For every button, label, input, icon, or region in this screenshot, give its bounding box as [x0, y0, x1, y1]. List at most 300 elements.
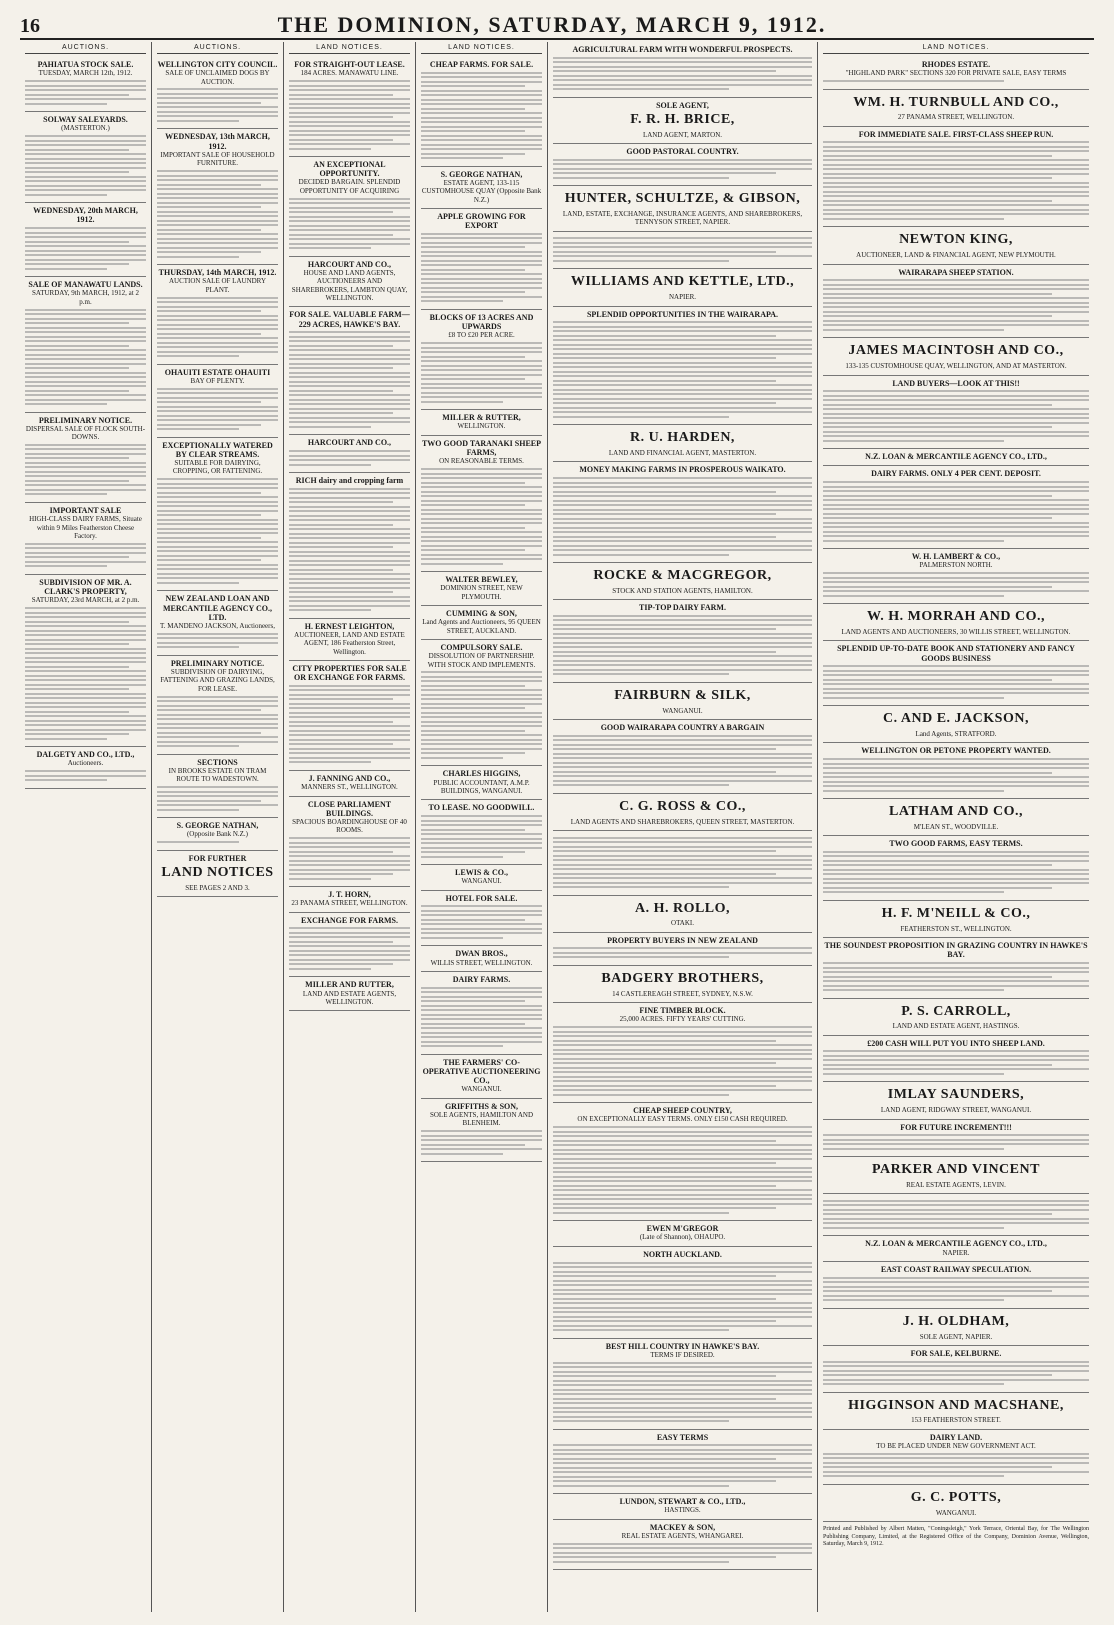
advertisement	[421, 972, 542, 1055]
ad-heading: FOR FUTURE INCREMENT!!!	[900, 1122, 1012, 1132]
text-line	[289, 927, 410, 929]
text-line	[289, 130, 410, 132]
ad-heading: WEDNESDAY, 20th MARCH, 1912.	[33, 206, 138, 225]
text-line	[25, 268, 107, 270]
ad-body-text	[421, 468, 542, 565]
text-line	[553, 1194, 812, 1196]
ad-advertiser-name: C. G. ROSS & CO.,	[619, 798, 746, 814]
text-line	[823, 1218, 1089, 1220]
ad-subheading: BAY OF PLENTY.	[190, 376, 245, 385]
text-line	[25, 621, 129, 623]
ad-body-text	[25, 135, 146, 196]
text-line	[289, 198, 410, 200]
advertisement	[25, 575, 146, 747]
text-line	[421, 987, 542, 989]
ad-subheading: SUBDIVISION OF DAIRYING, FATTENING AND GRAZING LANDS, FOR LEASE.	[160, 667, 275, 693]
ad-body-text	[157, 841, 278, 843]
ad-subheading: LAND, ESTATE, EXCHANGE, INSURANCE AGENTS, AND SHAREBROKERS, TENNYSON STREET, NAPIER.	[562, 210, 803, 227]
text-line	[421, 540, 542, 542]
ad-heading: WALTER BEWLEY,	[445, 575, 518, 585]
text-line	[553, 1044, 812, 1046]
text-line	[421, 545, 542, 547]
text-line	[553, 1543, 812, 1545]
text-line	[25, 313, 146, 315]
text-line	[553, 513, 776, 515]
text-line	[553, 784, 729, 786]
text-line	[823, 481, 1089, 483]
text-line	[157, 419, 278, 421]
text-line	[553, 1384, 812, 1386]
text-line	[553, 1311, 812, 1313]
column-5	[548, 42, 818, 1612]
ad-heading: SOLWAY SALEYARDS.	[43, 115, 128, 125]
text-line	[289, 238, 410, 240]
page-number: 16	[20, 15, 40, 37]
text-line	[421, 851, 525, 853]
text-line	[25, 648, 146, 650]
text-line	[823, 284, 1089, 286]
text-line	[823, 985, 1089, 987]
text-line	[421, 905, 542, 907]
text-line	[25, 372, 146, 374]
text-line	[157, 242, 278, 244]
text-line	[421, 694, 542, 696]
ad-heading: WAIRARAPA SHEEP STATION.	[898, 267, 1014, 277]
text-line	[157, 555, 278, 557]
text-line	[289, 394, 410, 396]
text-line	[553, 1380, 812, 1382]
ad-subheading: SALE OF UNCLAIMED DOGS BY AUCTION.	[165, 69, 270, 86]
text-line	[25, 403, 107, 405]
text-line	[157, 424, 261, 426]
text-line	[553, 850, 776, 852]
advertisement	[553, 1339, 812, 1430]
advertisement	[157, 591, 278, 655]
advertisement	[553, 1494, 812, 1520]
text-line	[823, 155, 1052, 157]
ad-subheading: 27 PANAMA STREET, WELLINGTON.	[897, 113, 1015, 122]
text-line	[823, 781, 1089, 783]
advertisement	[421, 606, 542, 640]
text-line	[553, 1089, 812, 1091]
text-line	[157, 193, 278, 195]
text-line	[157, 188, 278, 190]
text-line	[289, 112, 410, 114]
text-line	[823, 141, 1089, 143]
text-line	[823, 887, 1052, 889]
text-line	[553, 1325, 812, 1327]
advertisement	[823, 1430, 1089, 1485]
advertisement	[421, 410, 542, 436]
advertisement	[289, 473, 410, 619]
text-line	[25, 394, 146, 396]
text-line	[823, 279, 1089, 281]
text-line	[553, 1552, 812, 1554]
text-line	[25, 89, 146, 91]
ad-advertiser-name: R. U. HARDEN,	[630, 430, 735, 446]
text-line	[289, 524, 393, 526]
text-line	[421, 504, 525, 506]
text-line	[157, 310, 261, 312]
text-line	[157, 301, 278, 303]
text-line	[25, 349, 146, 351]
text-line	[823, 1143, 1089, 1145]
ad-subheading: Land Agents, STRATFORD.	[915, 730, 997, 739]
text-line	[157, 220, 278, 222]
text-line	[289, 573, 410, 575]
text-line	[823, 186, 1089, 188]
text-line	[25, 80, 146, 82]
text-line	[553, 1411, 812, 1413]
text-line	[421, 509, 542, 511]
text-line	[553, 330, 812, 332]
advertisement	[157, 438, 278, 592]
text-line	[25, 153, 146, 155]
text-line	[553, 1094, 729, 1096]
text-line	[823, 572, 1089, 574]
column-heading: AUCTIONS.	[157, 42, 278, 54]
text-line	[553, 1085, 776, 1087]
text-line	[157, 478, 278, 480]
ad-body-text	[25, 227, 146, 270]
text-line	[421, 233, 542, 235]
text-line	[823, 1222, 1089, 1224]
ad-footer: SEE PAGES 2 AND 3.	[185, 883, 250, 892]
text-line	[157, 809, 239, 811]
text-line	[25, 607, 146, 609]
text-line	[157, 115, 278, 117]
ad-subheading: (MASTERTON.)	[61, 124, 110, 133]
ad-heading: TWO GOOD FARMS, EASY TERMS.	[889, 839, 1023, 849]
text-line	[25, 666, 129, 668]
text-line	[421, 260, 542, 262]
text-line	[25, 684, 146, 686]
ad-subheading: NAPIER.	[668, 293, 697, 302]
text-line	[421, 255, 542, 257]
text-line	[823, 213, 1089, 215]
text-line	[421, 549, 525, 551]
advertisement	[823, 1309, 1089, 1346]
text-line	[289, 569, 393, 571]
advertisement	[823, 1157, 1089, 1194]
text-line	[553, 1198, 812, 1200]
ad-body-text	[421, 987, 542, 1048]
text-line	[823, 971, 1089, 973]
text-line	[289, 533, 410, 535]
text-line	[289, 464, 371, 466]
text-line	[553, 762, 812, 764]
text-line	[553, 344, 812, 346]
text-line	[157, 401, 261, 403]
text-line	[553, 491, 776, 493]
text-line	[421, 401, 503, 403]
text-line	[157, 351, 278, 353]
ad-body-text	[421, 905, 542, 939]
text-line	[823, 763, 1089, 765]
text-line	[553, 775, 812, 777]
text-line	[157, 505, 278, 507]
text-line	[421, 139, 542, 141]
text-line	[157, 256, 239, 258]
ad-body-text	[823, 851, 1089, 894]
text-line	[25, 770, 146, 772]
text-line	[421, 356, 525, 358]
advertisement	[823, 466, 1089, 549]
text-line	[553, 1203, 812, 1205]
advertisement	[823, 799, 1089, 836]
ad-subheading: 14 CASTLEREAGH STREET, SYDNEY, N.S.W.	[612, 989, 753, 998]
text-line	[25, 729, 146, 731]
text-line	[421, 153, 525, 155]
text-line	[157, 646, 239, 648]
text-line	[289, 752, 410, 754]
text-line	[553, 540, 812, 542]
text-line	[25, 171, 129, 173]
text-line	[553, 1293, 812, 1295]
text-line	[289, 757, 410, 759]
text-line	[25, 263, 129, 265]
ad-advertiser-name: HIGGINSON AND MACSHANE,	[848, 1397, 1064, 1413]
text-line	[553, 1040, 776, 1042]
ad-body-text	[289, 198, 410, 250]
advertisement	[553, 831, 812, 896]
ad-subheading: SUITABLE FOR DAIRYING, CROPPING, OR FATTENING.	[172, 459, 263, 476]
ad-advertiser-name: PARKER AND VINCENT	[872, 1162, 1040, 1178]
ad-subheading: OTAKI.	[671, 919, 694, 928]
text-line	[553, 651, 776, 653]
text-line	[823, 390, 1089, 392]
text-line	[157, 388, 278, 390]
ad-body-text	[823, 80, 1089, 82]
text-line	[289, 506, 410, 508]
text-line	[553, 500, 812, 502]
text-line	[553, 389, 812, 391]
advertisement	[823, 901, 1089, 938]
ad-subheading: SATURDAY, 9th MARCH, 1912, at 2 p.m.	[32, 289, 139, 306]
text-line	[553, 1126, 812, 1128]
text-line	[421, 721, 542, 723]
text-line	[289, 555, 410, 557]
advertisement	[421, 57, 542, 167]
advertisement	[553, 1247, 812, 1339]
text-line	[289, 336, 410, 338]
text-line	[553, 1316, 812, 1318]
text-line	[553, 748, 776, 750]
ad-subheading: DECIDED BARGAIN. SPLENDID OPPORTUNITY OF ACQUIRING	[298, 178, 401, 195]
text-line	[421, 847, 542, 849]
text-line	[421, 1045, 503, 1047]
text-line	[823, 683, 1089, 685]
ad-body-text	[823, 1200, 1089, 1229]
ad-subheading: LAND AND FINANCIAL AGENT, MASTERTON.	[608, 449, 757, 457]
text-line	[553, 495, 812, 497]
text-line	[157, 559, 261, 561]
text-line	[289, 80, 410, 82]
text-line	[823, 164, 1089, 166]
text-line	[25, 453, 146, 455]
text-line	[553, 554, 729, 556]
text-line	[553, 1131, 812, 1133]
text-line	[157, 179, 278, 181]
advertisement	[823, 604, 1089, 641]
text-line	[157, 523, 278, 525]
text-line	[421, 829, 525, 831]
advertisement	[553, 1430, 812, 1495]
text-line	[157, 841, 239, 843]
text-line	[421, 72, 542, 74]
text-line	[553, 371, 812, 373]
text-line	[823, 1370, 1089, 1372]
text-line	[553, 504, 812, 506]
text-line	[157, 546, 278, 548]
text-line	[289, 551, 410, 553]
text-line	[25, 643, 129, 645]
text-line	[157, 745, 239, 747]
text-line	[823, 80, 1004, 82]
text-line	[553, 1307, 812, 1309]
text-line	[289, 716, 410, 718]
ad-advertiser-name: BADGERY BROTHERS,	[601, 970, 764, 986]
text-line	[823, 976, 1052, 978]
text-line	[553, 518, 812, 520]
text-line	[25, 144, 146, 146]
ad-subheading: WELLINGTON.	[457, 422, 506, 431]
text-line	[553, 619, 812, 621]
text-line	[289, 587, 410, 589]
text-line	[823, 1457, 1089, 1459]
text-line	[157, 415, 278, 417]
text-line	[157, 397, 278, 399]
text-line	[289, 936, 410, 938]
advertisement	[289, 307, 410, 435]
ad-heading: EWEN M'GREGOR	[646, 1224, 719, 1234]
text-line	[823, 878, 1089, 880]
text-line	[823, 200, 1052, 202]
text-line	[289, 694, 410, 696]
ad-heading: SECTIONS	[197, 757, 238, 767]
text-line	[553, 753, 812, 755]
text-line	[823, 315, 1052, 317]
ad-body-text	[157, 696, 278, 748]
ad-heading: BLOCKS OF 13 ACRES AND UPWARDS	[429, 312, 534, 332]
text-line	[553, 1076, 812, 1078]
ad-subheading: LAND AGENT, RIDGWAY STREET, WANGANUI.	[880, 1106, 1032, 1115]
text-line	[421, 396, 542, 398]
text-line	[421, 527, 525, 529]
text-line	[553, 84, 812, 86]
text-line	[823, 851, 1089, 853]
ad-body-text	[553, 1444, 812, 1487]
ad-heading: THE SOUNDEST PROPOSITION IN GRAZING COUNTRY IN HAWKE'S BAY.	[824, 941, 1088, 960]
text-line	[421, 242, 542, 244]
text-line	[553, 527, 812, 529]
text-line	[823, 191, 1089, 193]
text-line	[157, 215, 278, 217]
advertisement	[553, 683, 812, 720]
text-line	[823, 431, 1089, 433]
advertisement	[823, 706, 1089, 743]
advertisement	[553, 600, 812, 683]
advertisement	[553, 425, 812, 462]
text-line	[157, 211, 278, 213]
text-line	[157, 577, 278, 579]
advertisement	[553, 1103, 812, 1221]
text-line	[25, 385, 146, 387]
text-line	[289, 869, 410, 871]
text-line	[553, 837, 812, 839]
advertisement	[823, 1194, 1089, 1236]
text-line	[823, 495, 1052, 497]
ad-body-text	[157, 633, 278, 649]
text-line	[553, 1067, 812, 1069]
text-line	[553, 251, 776, 253]
text-line	[157, 483, 278, 485]
text-line	[421, 112, 542, 114]
text-line	[823, 1374, 1052, 1376]
text-line	[553, 531, 812, 533]
text-line	[823, 1200, 1089, 1202]
column-3	[284, 42, 416, 1612]
text-line	[823, 395, 1089, 397]
text-line	[289, 367, 393, 369]
advertisement	[823, 1485, 1089, 1522]
ad-advertiser-name: LATHAM AND CO.,	[888, 804, 1024, 820]
ad-advertiser-name: C. AND E. JACKSON,	[883, 711, 1029, 727]
text-line	[421, 1014, 542, 1016]
ad-subheading: 25,000 ACRES. FIFTY YEARS' CUTTING.	[619, 1015, 746, 1024]
text-line	[553, 1026, 812, 1028]
text-line	[553, 477, 812, 479]
text-line	[421, 991, 542, 993]
ad-subheading: SPACIOUS BOARDINGHOUSE OF 40 ROOMS.	[292, 817, 407, 835]
text-line	[823, 195, 1089, 197]
text-line	[823, 1475, 1004, 1477]
text-line	[553, 57, 812, 59]
advertisement	[823, 376, 1089, 450]
text-line	[25, 162, 146, 164]
text-line	[421, 121, 542, 123]
text-line	[289, 148, 371, 150]
advertisement	[157, 656, 278, 755]
text-line	[25, 376, 146, 378]
text-line	[157, 732, 261, 734]
text-line	[25, 675, 146, 677]
advertisement	[25, 57, 146, 112]
text-line	[553, 1167, 812, 1169]
advertisement	[289, 619, 410, 661]
advertisement	[157, 265, 278, 364]
text-line	[823, 311, 1089, 313]
text-line	[421, 130, 525, 132]
text-line	[157, 88, 278, 90]
ad-body-text	[553, 477, 812, 556]
text-line	[553, 1485, 729, 1487]
advertisement	[823, 1120, 1089, 1158]
ad-subheading: REAL ESTATE AGENTS, WHANGAREI.	[621, 1532, 744, 1541]
ad-heading: PROPERTY BUYERS IN NEW ZEALAND	[607, 935, 758, 945]
ad-heading: DAIRY LAND.	[929, 1432, 983, 1442]
advertisement	[157, 129, 278, 265]
ad-heading: J. FANNING AND CO.,	[308, 773, 391, 783]
text-line	[421, 1153, 503, 1155]
text-line	[421, 103, 542, 105]
advertisement	[553, 933, 812, 966]
text-line	[25, 733, 129, 735]
text-line	[823, 989, 1004, 991]
text-line	[421, 1009, 542, 1011]
text-line	[823, 522, 1089, 524]
text-line	[553, 841, 812, 843]
